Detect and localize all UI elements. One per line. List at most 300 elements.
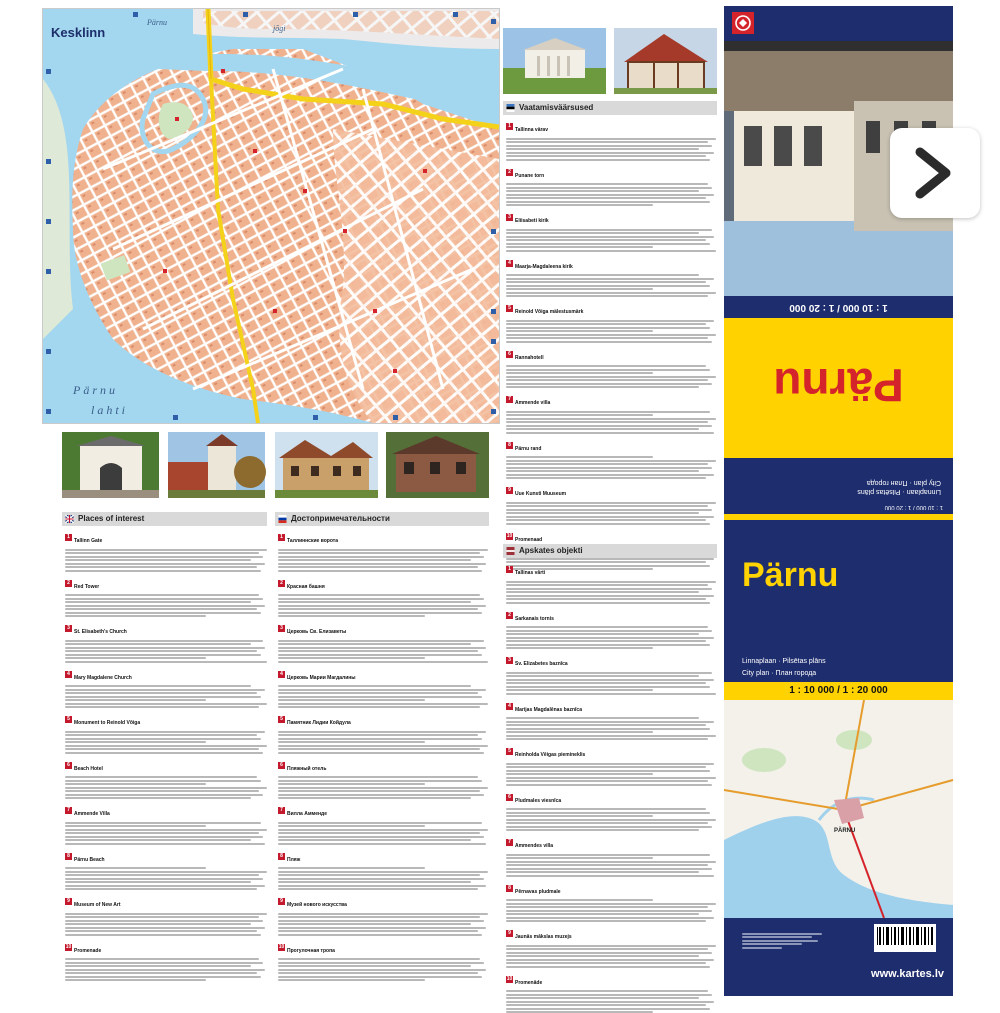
river-label: Pärnu <box>146 18 167 27</box>
entry-title: Promenāde <box>515 980 542 986</box>
text-line <box>65 836 263 838</box>
entry-title: Marijas Magdalēnas baznīca <box>515 707 582 713</box>
text-line <box>278 685 471 687</box>
text-line <box>65 787 267 789</box>
text-line <box>65 654 261 656</box>
entry-1 <box>506 118 716 161</box>
text-line <box>506 379 708 381</box>
text-line <box>506 292 716 294</box>
text-line <box>506 460 716 462</box>
text-line <box>506 861 716 863</box>
text-line <box>506 679 714 681</box>
text-line <box>506 721 714 723</box>
text-line <box>278 559 471 561</box>
entry-number-badge: 10 <box>506 976 513 983</box>
text-line <box>65 923 251 925</box>
entry-number-badge: 4 <box>506 260 513 267</box>
text-line <box>65 790 259 792</box>
text-line <box>278 976 482 978</box>
text-line <box>278 741 425 743</box>
chevron-right-icon <box>890 128 980 218</box>
text-line <box>65 556 263 558</box>
entry-number-badge: 2 <box>506 169 513 176</box>
subtitle-flipped-1: Linnaplaan · Pilsētas plāns <box>724 488 953 501</box>
entry-title: Ammende Villa <box>74 811 110 817</box>
text-line <box>278 601 471 603</box>
entry-number-badge: 3 <box>506 214 513 221</box>
text-line <box>506 948 708 950</box>
text-line <box>278 972 478 974</box>
text-line <box>65 559 251 561</box>
entry-number-badge: 7 <box>65 807 72 814</box>
entry-number-badge: 10 <box>278 944 285 951</box>
entry-5 <box>278 711 488 754</box>
entry-title: Памятник Лидии Койдула <box>287 720 351 726</box>
publisher-info <box>742 931 832 950</box>
text-line <box>506 581 716 583</box>
entry-number-badge: 4 <box>506 703 513 710</box>
text-line <box>506 470 699 472</box>
text-line <box>278 650 478 652</box>
text-line <box>506 731 653 733</box>
text-line <box>65 920 263 922</box>
text-line <box>506 337 708 339</box>
entry-title: Promenade <box>74 948 101 954</box>
entry-title: Пляжный отель <box>287 766 326 772</box>
text-line <box>65 696 261 698</box>
text-line <box>506 815 653 817</box>
entry-title: Sarkanais tornis <box>515 616 554 622</box>
text-line <box>278 888 478 890</box>
photo-brick-house <box>386 432 489 498</box>
entry-title: Tallinn Gate <box>74 538 102 544</box>
text-line <box>506 763 714 765</box>
entry-title: Пляж <box>287 857 300 863</box>
entry-10 <box>278 939 488 982</box>
text-line <box>65 570 261 572</box>
text-line <box>65 969 265 971</box>
text-line <box>65 829 267 831</box>
text-line <box>278 612 482 614</box>
text-line <box>278 706 480 708</box>
text-line <box>506 285 710 287</box>
text-line <box>278 790 480 792</box>
text-line <box>278 598 484 600</box>
russian-column-heading <box>275 512 489 526</box>
english-flag-icon <box>65 515 74 523</box>
entry-title: Tallinas vārti <box>515 570 545 576</box>
text-line <box>506 955 699 957</box>
text-line <box>65 741 206 743</box>
text-line <box>506 183 708 185</box>
text-line <box>65 979 206 981</box>
subtitle-flipped-2: City plan · План города <box>724 479 953 488</box>
water-label-bay-2: lahti <box>91 403 128 417</box>
text-line <box>65 878 263 880</box>
entry-5 <box>506 300 716 343</box>
text-line <box>65 832 259 834</box>
text-line <box>506 197 706 199</box>
text-line <box>506 148 699 150</box>
entry-number-badge: 9 <box>65 898 72 905</box>
text-line <box>65 976 261 978</box>
text-line <box>506 637 714 639</box>
text-line <box>65 794 263 796</box>
text-line <box>506 474 714 476</box>
text-line <box>506 588 712 590</box>
text-line <box>278 843 486 845</box>
text-line <box>278 829 488 831</box>
text-line <box>65 640 263 642</box>
entry-number-badge: 6 <box>65 762 72 769</box>
entry-10 <box>65 939 267 982</box>
text-line <box>278 731 486 733</box>
text-line <box>278 962 484 964</box>
entry-number-badge: 6 <box>506 351 513 358</box>
entry-number-badge: 8 <box>278 853 285 860</box>
text-line <box>506 675 699 677</box>
text-line <box>506 204 653 206</box>
text-line <box>278 640 484 642</box>
title-flipped: Pärnu <box>724 358 953 412</box>
text-line <box>65 965 251 967</box>
text-line <box>278 594 480 596</box>
entry-title: Beach Hotel <box>74 766 103 772</box>
text-line <box>278 703 488 705</box>
text-line <box>65 881 251 883</box>
text-line <box>506 519 706 521</box>
entry-title: Красная башня <box>287 584 325 590</box>
entry-title: Pärnu rand <box>515 446 541 452</box>
text-line <box>278 871 488 873</box>
publisher-logo-icon <box>732 12 754 34</box>
entry-8 <box>506 437 716 480</box>
entry-title: Museum of New Art <box>74 902 120 908</box>
entry-title: Церковь Марии Магдалины <box>287 675 356 681</box>
entry-7 <box>65 802 267 845</box>
text-line <box>506 682 706 684</box>
text-line <box>278 969 486 971</box>
text-line <box>506 411 710 413</box>
text-line <box>65 657 206 659</box>
text-line <box>506 868 712 870</box>
text-line <box>65 647 265 649</box>
text-line <box>506 812 710 814</box>
scale-small-flipped: 1 : 10 000 / 1 : 20 000 <box>734 500 943 514</box>
text-line <box>506 421 708 423</box>
photo-villa <box>503 28 606 94</box>
entry-title: Red Tower <box>74 584 99 590</box>
entry-9 <box>506 925 716 968</box>
text-line <box>506 829 699 831</box>
text-line <box>65 871 267 873</box>
scale-label-flipped: 1 : 10 000 / 1 : 20 000 <box>724 296 953 318</box>
entry-number-badge: 3 <box>506 657 513 664</box>
text-line <box>278 615 425 617</box>
text-line <box>506 414 653 416</box>
text-line <box>506 295 708 297</box>
text-line <box>278 787 488 789</box>
text-line <box>506 155 706 157</box>
entry-7 <box>506 834 716 877</box>
text-line <box>278 605 486 607</box>
entry-number-badge: 7 <box>278 807 285 814</box>
entry-title: Ammendes villa <box>515 843 553 849</box>
text-line <box>65 867 206 869</box>
latvian-text-column <box>506 561 716 991</box>
river-label-2: jõgi <box>272 24 285 33</box>
text-line <box>278 608 478 610</box>
text-line <box>278 647 486 649</box>
text-line <box>506 990 708 992</box>
text-line <box>278 692 478 694</box>
text-line <box>506 330 653 332</box>
text-line <box>65 874 259 876</box>
text-line <box>506 141 708 143</box>
entry-5 <box>65 711 267 754</box>
text-line <box>506 1001 714 1003</box>
text-line <box>506 523 710 525</box>
entry-title: Eliisabeti kirik <box>515 218 549 224</box>
text-line <box>278 566 478 568</box>
entry-title: Reinholda Vēigas piemineklis <box>515 752 585 758</box>
text-line <box>278 825 425 827</box>
text-line <box>506 372 653 374</box>
entry-1 <box>65 529 267 572</box>
entry-number-badge: 2 <box>278 580 285 587</box>
entry-title: Прогулочная тропа <box>287 948 335 954</box>
entry-7 <box>278 802 488 845</box>
text-line <box>506 456 653 458</box>
text-line <box>506 773 653 775</box>
entry-number-badge: 4 <box>278 671 285 678</box>
entry-title: St. Elisabeth's Church <box>74 629 127 635</box>
text-line <box>278 916 480 918</box>
text-line <box>506 425 712 427</box>
entry-10 <box>506 971 716 1013</box>
text-line <box>506 428 699 430</box>
text-line <box>278 783 425 785</box>
text-line <box>65 685 251 687</box>
entry-9 <box>506 482 716 525</box>
text-line <box>65 731 265 733</box>
text-line <box>506 910 712 912</box>
text-line <box>506 966 710 968</box>
text-line <box>506 243 710 245</box>
entry-number-badge: 5 <box>506 748 513 755</box>
text-line <box>506 633 699 635</box>
entry-title: Jaunās mākslas muzejs <box>515 934 572 940</box>
entry-number-badge: 1 <box>65 534 72 541</box>
text-line <box>65 776 257 778</box>
text-line <box>506 903 716 905</box>
text-line <box>65 797 251 799</box>
text-line <box>65 783 206 785</box>
text-line <box>506 826 712 828</box>
entry-3 <box>65 620 267 663</box>
russian-text-column <box>278 529 488 991</box>
cover-title: Pärnu <box>742 556 838 595</box>
text-line <box>65 885 265 887</box>
text-line <box>506 505 708 507</box>
title-band-flipped <box>724 318 953 458</box>
text-line <box>278 570 482 572</box>
entry-title: Punane torn <box>515 173 544 179</box>
entry-4 <box>278 666 488 709</box>
text-line <box>506 232 699 234</box>
entry-number-badge: 3 <box>278 625 285 632</box>
text-line <box>506 647 653 649</box>
text-line <box>278 867 425 869</box>
text-line <box>506 952 712 954</box>
photo-tallinn-gate <box>62 432 159 498</box>
text-line <box>278 661 488 663</box>
text-line <box>65 888 257 890</box>
barcode <box>874 924 936 952</box>
entry-number-badge: 1 <box>278 534 285 541</box>
text-line <box>278 923 471 925</box>
text-line <box>506 906 708 908</box>
text-line <box>65 958 259 960</box>
entry-number-badge: 9 <box>278 898 285 905</box>
text-line <box>65 699 206 701</box>
entry-number-badge: 8 <box>65 853 72 860</box>
text-line <box>506 693 716 695</box>
text-line <box>278 549 488 551</box>
entry-title: Ammende villa <box>515 400 550 406</box>
text-line <box>506 735 716 737</box>
overview-city-label: PÄRNU <box>834 827 855 834</box>
text-line <box>506 159 710 161</box>
text-line <box>65 839 251 841</box>
text-line <box>65 748 259 750</box>
entry-number-badge: 10 <box>65 944 72 951</box>
next-image-button[interactable] <box>890 128 980 218</box>
text-line <box>506 502 716 504</box>
overview-map[interactable] <box>724 700 953 918</box>
text-line <box>506 341 712 343</box>
text-line <box>506 777 716 779</box>
entry-number-badge: 5 <box>65 716 72 723</box>
text-line <box>506 819 716 821</box>
text-line <box>506 724 706 726</box>
text-line <box>278 734 478 736</box>
text-line <box>506 738 708 740</box>
entry-6 <box>506 346 716 389</box>
entry-number-badge: 9 <box>506 487 513 494</box>
entry-8 <box>65 848 267 891</box>
publisher-url[interactable]: www.kartes.lv <box>724 968 944 980</box>
latvian-flag-icon <box>506 547 515 555</box>
text-line <box>65 825 206 827</box>
photo-wooden-villa <box>275 432 378 498</box>
text-line <box>278 878 484 880</box>
text-line <box>278 913 488 915</box>
text-line <box>65 650 257 652</box>
text-line <box>506 770 710 772</box>
entry-1 <box>506 561 716 604</box>
text-line <box>65 552 259 554</box>
text-line <box>506 250 716 252</box>
text-line <box>278 927 486 929</box>
text-line <box>65 643 251 645</box>
text-line <box>278 797 471 799</box>
text-line <box>65 962 263 964</box>
entry-8 <box>278 848 488 891</box>
text-line <box>506 602 710 604</box>
text-line <box>506 512 699 514</box>
text-line <box>65 605 265 607</box>
text-line <box>278 780 482 782</box>
estonian-heading-text: Vaatamisväärsused <box>519 103 593 112</box>
text-line <box>278 696 482 698</box>
entry-title: Церковь Св. Елизаветы <box>287 629 346 635</box>
text-line <box>506 854 710 856</box>
entry-title: Tallinna värav <box>515 127 548 133</box>
text-line <box>278 654 482 656</box>
entry-1 <box>278 529 488 572</box>
text-line <box>506 899 653 901</box>
text-line <box>506 871 699 873</box>
entry-title: Rannahotell <box>515 355 544 361</box>
text-line <box>65 594 259 596</box>
entry-2 <box>506 607 716 650</box>
text-line <box>65 930 257 932</box>
text-line <box>506 962 706 964</box>
text-line <box>65 598 263 600</box>
text-line <box>506 945 716 947</box>
text-line <box>506 780 708 782</box>
text-line <box>506 864 708 866</box>
entry-title: Pärnu Beach <box>74 857 105 863</box>
entry-title: Таллиннские ворота <box>287 538 338 544</box>
text-line <box>506 152 714 154</box>
city-map[interactable] <box>42 8 500 424</box>
text-line <box>278 689 486 691</box>
entry-3 <box>506 652 716 695</box>
entry-title: Uue Kunsti Muuseum <box>515 491 566 497</box>
text-line <box>278 885 486 887</box>
district-label: Kesklinn <box>51 25 105 40</box>
text-line <box>278 752 484 754</box>
text-line <box>65 601 251 603</box>
text-line <box>278 930 478 932</box>
entry-number-badge: 5 <box>506 305 513 312</box>
text-line <box>278 836 484 838</box>
text-line <box>506 672 712 674</box>
entry-number-badge: 1 <box>506 123 513 130</box>
text-line <box>506 320 714 322</box>
text-line <box>278 556 484 558</box>
cover-scale: 1 : 10 000 / 1 : 20 000 <box>724 682 953 700</box>
entry-title: Pērnavas pludmale <box>515 889 561 895</box>
text-line <box>506 138 716 140</box>
entry-number-badge: 8 <box>506 442 513 449</box>
text-line <box>65 549 267 551</box>
entry-title: Музей нового искусства <box>287 902 347 908</box>
text-line <box>278 748 480 750</box>
text-line <box>506 630 712 632</box>
text-line <box>278 965 471 967</box>
text-line <box>278 552 480 554</box>
text-line <box>506 467 712 469</box>
text-line <box>278 920 484 922</box>
entry-2 <box>278 575 488 618</box>
entry-title: Promenaad <box>515 537 542 543</box>
entry-2 <box>65 575 267 618</box>
photo-red-tower <box>168 432 265 498</box>
text-line <box>506 386 699 388</box>
